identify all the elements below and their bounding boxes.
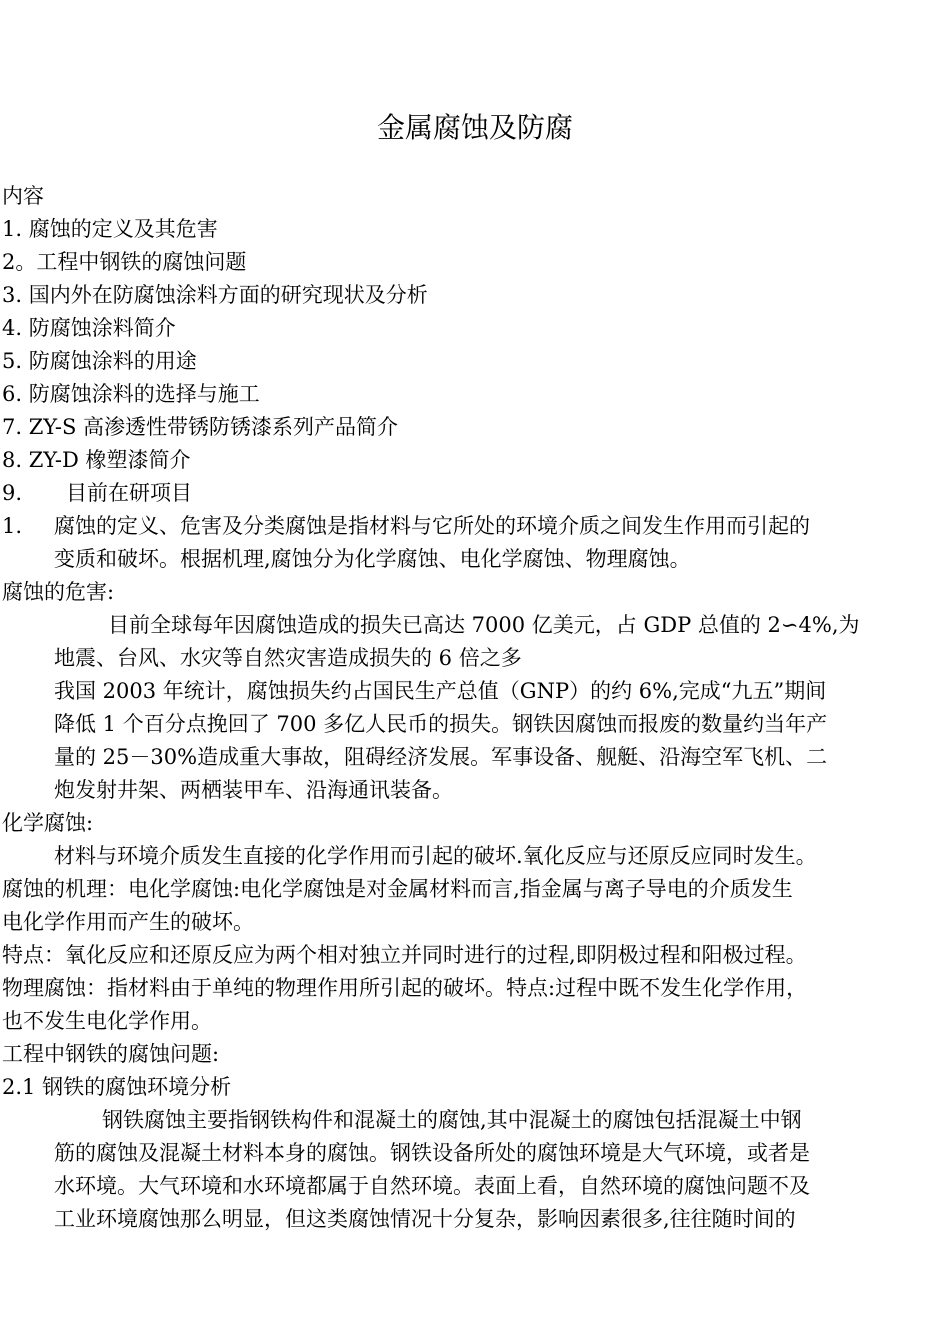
paragraph-line: 钢铁腐蚀主要指钢铁构件和混凝土的腐蚀,其中混凝土的腐蚀包括混凝土中钢 [102,1108,802,1132]
paragraph-line: 特点：氧化反应和还原反应为两个相对独立并同时进行的过程,即阴极过程和阳极过程。 [2,943,807,967]
section-1-text: 腐蚀的定义、危害及分类腐蚀是指材料与它所处的环境介质之间发生作用而引起的 [54,514,810,538]
toc-item-7: 7. ZY-S 高渗透性带锈防锈漆系列产品简介 [2,415,399,439]
paragraph-line: 腐蚀的危害: [2,580,115,604]
toc-item-4: 4. 防腐蚀涂料简介 [2,316,176,340]
toc-item-3: 3. 国内外在防腐蚀涂料方面的研究现状及分析 [2,283,428,307]
paragraph-line: 降低 1 个百分点挽回了 700 多亿人民币的损失。钢铁因腐蚀而报废的数量约当年产 [54,712,828,736]
paragraph-line: 化学腐蚀: [2,811,94,835]
toc-item-8: 8. ZY-D 橡塑漆简介 [2,448,191,472]
paragraph-line: 水环境。大气环境和水环境都属于自然环境。表面上看，自然环境的腐蚀问题不及 [54,1174,810,1198]
paragraph-line: 物理腐蚀：指材料由于单纯的物理作用所引起的破坏。特点:过程中既不发生化学作用， [2,976,808,1000]
paragraph-line: 也不发生电化学作用。 [2,1009,212,1033]
toc-item-1: 1. 腐蚀的定义及其危害 [2,217,218,241]
paragraph-line: 炮发射井架、两栖装甲车、沿海通讯装备。 [54,778,453,802]
paragraph-line: 变质和破坏。根据机理,腐蚀分为化学腐蚀、电化学腐蚀、物理腐蚀。 [54,547,691,571]
toc-item-9-number: 9. [2,481,23,505]
toc-item-6: 6. 防腐蚀涂料的选择与施工 [2,382,260,406]
paragraph-line: 目前全球每年因腐蚀造成的损失已高达 7000 亿美元，占 GDP 总值的 2∽4%,为 [108,613,860,637]
document-body [2,180,948,1236]
paragraph-line: 腐蚀的机理：电化学腐蚀:电化学腐蚀是对金属材料而言,指金属与离子导电的介质发生 [2,877,793,901]
paragraph-line: 量的 25－30%造成重大事故，阻碍经济发展。军事设备、舰艇、沿海空军飞机、二 [54,745,828,769]
paragraph-line: 工程中钢铁的腐蚀问题: [2,1042,220,1066]
toc-item-2: 2。工程中钢铁的腐蚀问题 [2,250,247,274]
toc-heading: 内容 [2,184,44,208]
paragraph-line: 我国 2003 年统计，腐蚀损失约占国民生产总值（GNP）的约 6%,完成“九五”期间 [54,679,827,703]
paragraph-line: 工业环境腐蚀那么明显，但这类腐蚀情况十分复杂，影响因素很多,往往随时间的 [54,1207,796,1231]
paragraph-line: 材料与环境介质发生直接的化学作用而引起的破坏.氧化反应与还原反应同时发生。 [54,844,817,868]
paragraph-line: 筋的腐蚀及混凝土材料本身的腐蚀。钢铁设备所处的腐蚀环境是大气环境，或者是 [54,1141,810,1165]
section-1-number: 1. [2,514,23,538]
document-title: 金属腐蚀及防腐 [376,111,573,144]
paragraph-line: 电化学作用而产生的破坏。 [2,910,254,934]
paragraph-line: 地震、台风、水灾等自然灾害造成损失的 6 倍之多 [54,646,522,670]
toc-item-5: 5. 防腐蚀涂料的用途 [2,349,197,373]
toc-item-9-text: 目前在研项目 [66,481,192,505]
section-1-heading [2,510,948,543]
paragraph-line: 2.1 钢铁的腐蚀环境分析 [2,1075,232,1099]
toc-item-9 [2,477,948,510]
